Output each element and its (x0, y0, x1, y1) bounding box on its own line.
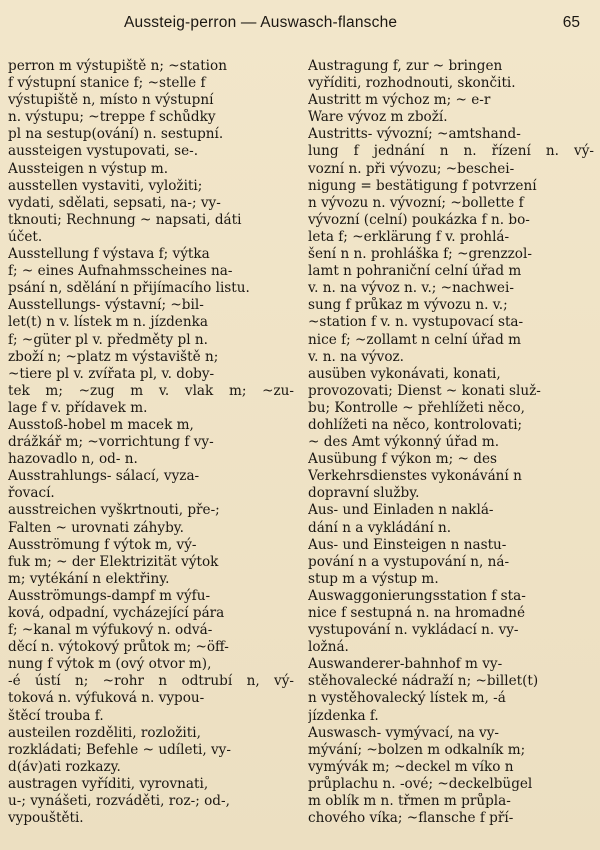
text-line: Ausströmung f výtok m, vý- (8, 536, 197, 553)
running-title: Aussteig-perron — Auswasch-flansche (124, 14, 398, 31)
text-line: štěcí trouba f. (8, 707, 104, 724)
text-line: Ausstoß-hobel m macek m, (8, 416, 194, 433)
text-line: stěhovalecké nádraží n; ~billet(t) (308, 673, 539, 690)
text-line: pování n a vystupování n, ná- (308, 553, 510, 570)
text-line: Aus- und Einladen n naklá- (308, 502, 494, 519)
text-line: Ausstellung f výstava f; výtka (8, 246, 210, 263)
text-line: toková n. výfuková n. vypou- (8, 690, 205, 707)
text-line: dohlížeti na něco, kontrolovati; (308, 416, 523, 433)
text-line: austeilen rozděliti, rozložiti, (8, 724, 201, 741)
text-line: nice f sestupná n. na hromadné (308, 605, 526, 621)
text-line: Aus- und Einsteigen n nastu- (308, 536, 507, 553)
text-line: ložná. (308, 639, 349, 656)
text-line: mývání; ~bolzen m odkalník m; (308, 741, 526, 758)
text-line: vozní n. při vývozu; ~beschei- (308, 160, 515, 177)
text-line: dopravní služby. (308, 485, 420, 502)
text-line: v. n. na vývoz n. v.; ~nachwei- (308, 280, 514, 297)
text-line: Ausübung f výkon m; ~ des (308, 451, 497, 468)
text-line: Auswasch- vymývací, na vy- (308, 724, 499, 741)
text-line: perron m výstupiště n; ~station (8, 58, 227, 74)
text-line: n. výstupu; ~treppe f schůdky (8, 109, 216, 126)
text-line: sung f průkaz m vývozu n. v.; (308, 297, 508, 314)
text-line: fuk m; ~ der Elektrizität výtok (8, 553, 219, 570)
text-line: ~tiere pl v. zvířata pl, v. doby- (8, 365, 215, 382)
text-line: ~ des Amt výkonný úřad m. (308, 434, 500, 451)
left-column (8, 58, 294, 827)
page-number: 65 (562, 14, 580, 31)
text-line: zboží n; ~platz m výstaviště n; (8, 348, 219, 365)
text-line: vyříditi, rozhodnouti, skončiti. (308, 75, 516, 92)
text-line: řovací. (8, 485, 55, 502)
text-line: Austragung f, zur ~ bringen (308, 58, 503, 74)
text-line: vymývák m; ~deckel m víko n (308, 758, 514, 775)
text-line: Ausstellungs- výstavní; ~bil- (8, 297, 204, 314)
text-line: ausstellen vystaviti, vyložiti; (8, 177, 203, 194)
right-column (308, 58, 594, 827)
text-line: Falten ~ urovnati záhyby. (8, 519, 184, 536)
text-line: Ware vývoz m zboží. (308, 109, 448, 126)
text-line: n vývozu n. vývozní; ~bollette f (308, 194, 524, 211)
text-line: pl na sestup(ování) n. sestupní. (8, 126, 224, 143)
text-line: austragen vyříditi, vyrovnati, (8, 775, 209, 792)
text-line: výstupiště n, místo n výstupní (8, 92, 214, 109)
text-line: Ausstrahlungs- sálací, vyza- (8, 468, 200, 485)
text-line: jízdenka f. (308, 707, 379, 724)
text-line: Aussteigen n výstup m. (8, 160, 169, 177)
text-line: tknouti; Rechnung ~ napsati, dáti (8, 211, 242, 228)
text-line: nung f výtok m (ový otvor m), (8, 656, 212, 673)
text-line: n vystěhovalecký lístek m, -á (308, 690, 506, 707)
text-line: Austritt m výchoz m; ~ e-r (308, 92, 491, 109)
text-line: f; ~kanal m výfukový n. odvá- (8, 622, 213, 639)
text-line: d(áv)ati rozkazy. (8, 758, 121, 775)
text-line: drážkář m; ~vorrichtung f vy- (8, 434, 214, 451)
text-line: let(t) n v. lístek m n. jízdenka (8, 314, 208, 331)
text-line: vývozní (celní) poukázka f n. bo- (308, 211, 530, 228)
text-line: tek m; ~zug m v. vlak m; ~zu- (8, 382, 294, 399)
text-line: děcí n. výtokový průtok m; ~öff- (8, 639, 229, 656)
text-line: nigung = bestätigung f potvrzení (308, 177, 537, 194)
text-line: v. n. na vývoz. (308, 348, 404, 365)
text-line: u-; vynášeti, rozváděti, roz-; od-, (8, 793, 230, 810)
text-line: ausüben vykonávati, konati, (308, 365, 501, 382)
text-line: Auswanderer-bahnhof m vy- (308, 656, 503, 673)
text-line: ausstreichen vyškrtnouti, pře-; (8, 502, 220, 519)
text-line: lung f jednání n n. řízení n. vý- (308, 143, 594, 160)
text-line: f; ~güter pl v. předměty pl n. (8, 331, 208, 348)
text-line: hazovadlo n, od- n. (8, 451, 138, 468)
text-line: m oblík m n. třmen m průpla- (308, 793, 511, 810)
page-header (0, 10, 600, 36)
text-line: provozovati; Dienst ~ konati služ- (308, 382, 541, 399)
text-line: lage f v. přídavek m. (8, 399, 148, 416)
text-line: ková, odpadní, vycházející pára (8, 605, 225, 621)
text-line: Ausströmungs-dampf m výfu- (8, 587, 211, 604)
text-line: vydati, sdělati, sepsati, na-; vy- (8, 194, 221, 211)
text-line: dání n a vykládání n. (308, 519, 452, 536)
text-line: bu; Kontrolle ~ přehlížeti něco, (308, 399, 525, 416)
text-line: m; vytékání n elektřiny. (8, 570, 170, 587)
text-line: účet. (8, 228, 43, 245)
text-line: průplachu n. -ové; ~deckelbügel (308, 775, 533, 792)
text-line: Austritts- vývozní; ~amtshand- (308, 126, 521, 143)
text-line: nice f; ~zollamt n celní úřad m (308, 331, 521, 348)
text-line: psání n, sdělání n přijímacího listu. (8, 280, 250, 297)
text-line: vystupování n. vykládací n. vy- (308, 622, 519, 639)
text-columns (8, 58, 594, 827)
text-line: rozkládati; Befehle ~ udíleti, vy- (8, 741, 231, 758)
text-line: aussteigen vystupovati, se-. (8, 143, 199, 160)
text-line: Auswaggonierungsstation f sta- (308, 587, 526, 604)
text-line: šení n n. prohláška f; ~grenzzol- (308, 246, 532, 263)
text-line: Verkehrsdienstes vykonávání n (308, 468, 522, 485)
text-line: f; ~ eines Aufnahmsscheines na- (8, 263, 233, 280)
text-line: leta f; ~erklärung f v. prohlá- (308, 228, 510, 245)
text-line: vypouštěti. (8, 810, 84, 827)
text-line: chového víka; ~flansche f pří- (308, 810, 514, 827)
text-line: f výstupní stanice f; ~stelle f (8, 75, 206, 92)
text-line: -é ústí n; ~rohr n odtrubí n, vý- (8, 673, 294, 690)
text-line: ~station f v. n. vystupovací sta- (308, 314, 524, 331)
text-line: lamt n pohraniční celní úřad m (308, 263, 522, 280)
text-line: stup m a výstup m. (308, 570, 439, 587)
